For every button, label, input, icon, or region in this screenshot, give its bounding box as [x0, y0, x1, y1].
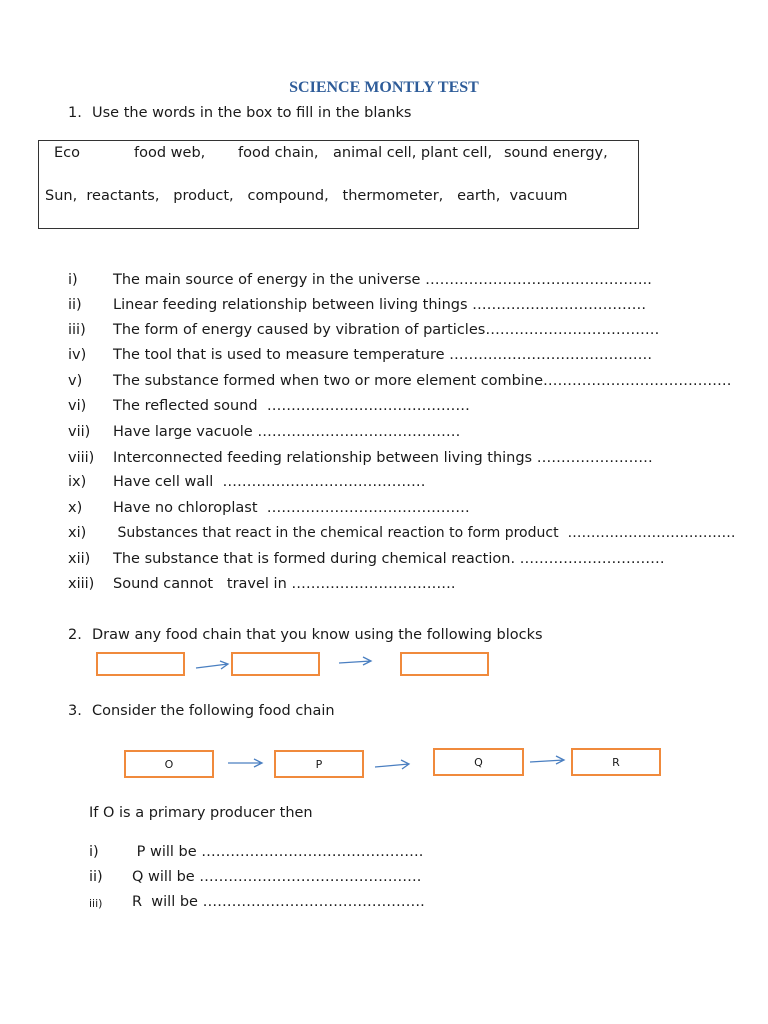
item-text: Have no chloroplast ……………………………………: [113, 500, 470, 516]
item-text: Q will be ……………………………………….: [132, 869, 422, 885]
question-3-number: 3.: [68, 703, 82, 719]
item-text: The reflected sound ……………………………………: [113, 398, 470, 414]
item-text: Substances that react in the chemical reaction to form product ………………………………: [113, 525, 736, 541]
question-2-number: 2.: [68, 627, 82, 643]
item-number: viii): [68, 450, 95, 466]
item-text: Linear feeding relationship between living things ………………………………: [113, 297, 647, 313]
item-number: iii): [68, 322, 86, 338]
item-number: xiii): [68, 576, 95, 592]
chain-block-q: Q: [433, 748, 524, 776]
word-food-web: food web,: [134, 145, 206, 161]
item-number: ii): [68, 297, 82, 313]
food-chain-block-3[interactable]: [400, 652, 489, 676]
item-number: v): [68, 373, 83, 389]
arrow-icon: [338, 656, 374, 668]
food-chain-block-1[interactable]: [96, 652, 185, 676]
arrow-icon: [227, 757, 265, 769]
question-3-prompt: Consider the following food chain: [92, 703, 335, 719]
item-text: Have cell wall ……………………………………: [113, 474, 426, 490]
chain-block-p: P: [274, 750, 364, 778]
question-2-prompt: Draw any food chain that you know using the following blocks: [92, 627, 543, 643]
item-number: vii): [68, 424, 91, 440]
item-text: The main source of energy in the universe ………………………………………..: [113, 272, 652, 288]
chain-block-o: O: [124, 750, 214, 778]
question-2: [68, 627, 543, 643]
question-3-condition: If O is a primary producer then: [89, 805, 313, 821]
item-number: xi): [68, 525, 87, 541]
item-number: i): [68, 272, 78, 288]
arrow-icon: [195, 660, 231, 674]
item-text: The substance that is formed during chemical reaction. …………………………: [113, 551, 665, 567]
item-number: iii): [89, 897, 103, 910]
item-text: P will be ……………………………………….: [132, 844, 424, 860]
item-number: vi): [68, 398, 87, 414]
item-text: The substance formed when two or more element combine…………………………………: [113, 373, 732, 389]
item-number: x): [68, 500, 83, 516]
chain-block-r: R: [571, 748, 661, 776]
word-line-2: Sun, reactants, product, compound, thermometer, earth, vacuum: [45, 188, 568, 204]
item-text: The form of energy caused by vibration of particles………………………………: [113, 322, 660, 338]
word-eco: Eco: [54, 145, 81, 161]
word-sound-energy: sound energy,: [504, 145, 608, 161]
item-number: ii): [89, 869, 103, 885]
question-1-prompt: Use the words in the box to fill in the blanks: [92, 105, 412, 121]
item-text: Interconnected feeding relationship between living things ……………………: [113, 450, 653, 466]
item-text: Have large vacuole ……………………………………: [113, 424, 461, 440]
arrow-icon: [529, 755, 567, 767]
item-number: ix): [68, 474, 87, 490]
word-box: [38, 140, 639, 229]
food-chain-block-2[interactable]: [231, 652, 320, 676]
item-number: xii): [68, 551, 91, 567]
question-3: [68, 703, 335, 719]
item-text: Sound cannot travel in …………………………….: [113, 576, 456, 592]
item-number: i): [89, 844, 99, 860]
word-food-chain: food chain,: [238, 145, 319, 161]
word-cells: animal cell, plant cell,: [333, 145, 493, 161]
item-text: R will be ……………………………………….: [132, 894, 425, 910]
page-title: SCIENCE MONTLY TEST: [289, 79, 479, 96]
item-number: iv): [68, 347, 87, 363]
item-text: The tool that is used to measure temperature ……………………………………: [113, 347, 653, 363]
arrow-icon: [374, 758, 412, 772]
question-1-number: 1.: [68, 105, 82, 121]
question-1: [68, 105, 411, 121]
